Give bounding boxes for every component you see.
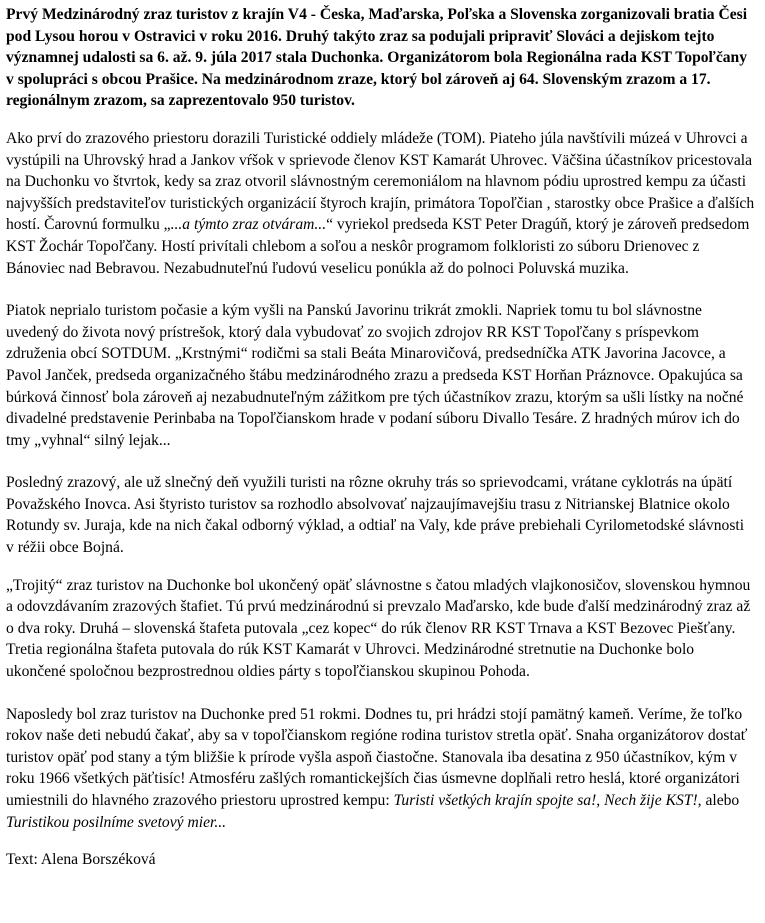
- paragraph-text: alebo: [701, 792, 740, 809]
- retro-slogan: Turistikou posilníme svetový mier...: [6, 813, 227, 831]
- retro-slogans: Turisti všetkých krajín spojte sa!, Nech žije KST!,: [393, 792, 702, 809]
- paragraph-friday: Piatok neprialo turistom počasie a kým vyšli na Panskú Javorinu trikrát zmokli. Napriek tomu tu bol slávnostne uvedený do života nový prístrešok, ktorý dala vybudovať zo svojich zdrojov RR KST Topoľčany s príspevkom združenia obcí SOTDUM. „Krstnými“ rodičmi sa stali Beáta Minarovičová, predsedníčka ATK Javorina Jacovce, a Pavol Janček, predseda organizačného štábu medzinárodného zrazu a predseda KST Horňan Práznovce. Opakujúca sa búrková činnosť bola zároveň aj nezabudnuteľným zážitkom pre tých účastníkov zrazu, ktorým sa ušli lístky na nočné divadelné predstavenie Perinbaba na Topoľčianskom hrade v podaní súboru Divallo Tesáre. Z hradných múrov ich do tmy „vyhnal“ silný lejak...: [6, 302, 744, 449]
- author-signature: Text: Alena Borszéková: [6, 851, 156, 869]
- paragraph-text: “ vyriekol predseda KST Peter Dragúň, ktorý je zároveň predsedom KST Žochár Topoľčany. Hostí privítali chlebom a soľou a neskôr programom folkloristi zo súboru Drienovec z Bánoviec nad Bebravou. Nezabudnuteľnú ľudovú veselicu ponúkla až do polnoci Poluvská muzika.: [6, 216, 750, 277]
- paragraph-closing: „Trojitý“ zraz turistov na Duchonke bol ukončený opäť slávnostne s čatou mladých vlajkonosičov, slovenskou hymnou a odovzdávaním zrazových štafiet. Tú prvú medzinárodnú si prevzalo Maďarsko, kde bude ďalší medzinárodný zraz až o dva roky. Druhá – slovenská štafeta putovala „cez kopec“ do rúk členov RR KST Trnava a KST Bezovec Piešťany. Tretia regionálna štafeta putovala do rúk KST Kamarát v Uhrovci. Medzinárodné stretnutie na Duchonke bolo ukončené spoločnou bezprostrednou oldies párty s topoľčianskou skupinou Pohoda.: [6, 576, 751, 681]
- article-lead: Prvý Medzinárodný zraz turistov z krajín V4 - Česka, Maďarska, Poľska a Slovenska zorganizovali bratia Česi pod Lysou horou v Ostravici v roku 2016. Druhý takýto zraz sa podujali pripraviť Slováci a dejiskom tejto významnej udalosti sa 6. až. 9. júla 2017 stala Duchonka. Organizátorom bola Regionálna rada KST Topoľčany v spolupráci s obcou Prašice. Na medzinárodnom zraze, ktorý bol zároveň aj 64. Slovenským zrazom a 17. regionálnym zrazom, sa zaprezentovalo 950 turistov.: [6, 6, 748, 110]
- paragraph-last-day: Posledný zrazový, ale už slnečný deň využili turisti na rôzne okruhy trás so sprievodcami, vrátane cyklotrás na úpätí Považského Inovca. Asi štyristo turistov sa rozhodlo absolvovať najzaujímavejšiu trasu z Nitrianskej Blatnice okolo Rotundy sv. Juraja, kde na nich čakal odborný výklad, a odtiaľ na Valy, kde práve prebiehali Cyrilometodské slávnosti v réžii obce Bojná.: [6, 474, 745, 557]
- paragraph-text: Naposledy bol zraz turistov na Duchonke pred 51 rokmi. Dodnes tu, pri hrádzi stojí pamätný kameň. Veríme, že toľko rokov naše deti nebudú čakať, aby sa v topoľčianskom regióne rodina turistov stretla opäť. Snaha organizátorov dostať turistov opäť pod stany a tým bližšie k prírode vyšla aspoň čiastočne. Stanovala iba desatina z 950 účastníkov, kým v roku 1966 všetkých päťtisíc! Atmosféru zašlých romantickejších čias úsmevne doplňali retro heslá, ktoré organizátori umiestnili do hlavného zrazového priestoru uprostred kempu:: [6, 705, 748, 809]
- quoted-formula: ...a týmto zraz otváram...: [170, 216, 327, 234]
- paragraph-history: [6, 704, 755, 834]
- paragraph-opening-day: [6, 128, 755, 279]
- paragraph-text: Ako prví do zrazového priestoru dorazili Turistické oddiely mládeže (TOM). Piateho júla navštívili múzeá v Uhrovci a vystúpili na Uhrovský hrad a Jankov vŕšok v sprievode členov KST Kamarát Uhrovec. Väčšina účastníkov pricestovala na Duchonku vo štvrtok, kedy sa zraz otvoril slávnostným ceremoniálom na hlavnom pódiu uprostred kempu za účasti najvyšších predstaviteľov turistických organizácií štyroch krajín, primátora Topoľčian , starostky obce Prašice a ďalších hostí. Čarovnú formulku „: [6, 129, 755, 234]
